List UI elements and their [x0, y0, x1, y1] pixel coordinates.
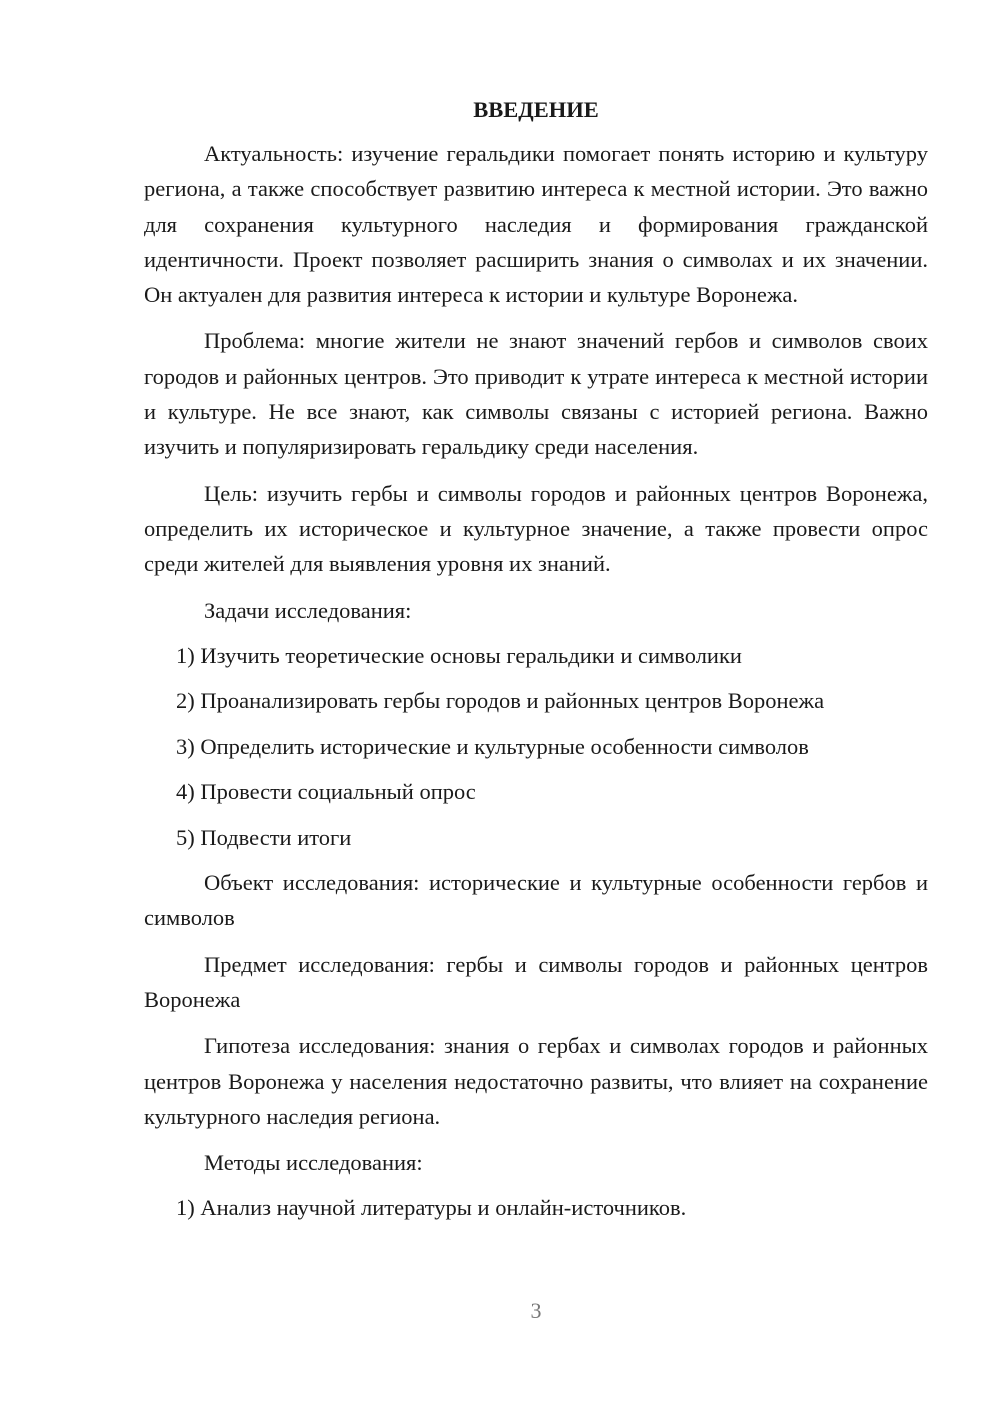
- task-item-5: 5) Подвести итоги: [176, 824, 352, 850]
- object-paragraph: Объект исследования: исторические и культурные особенности гербов и символов: [144, 870, 928, 931]
- page-title: ВВЕДЕНИЕ: [473, 97, 599, 122]
- tasks-heading: Задачи исследования:: [204, 597, 412, 623]
- method-item-1: 1) Анализ научной литературы и онлайн-источников.: [176, 1195, 687, 1221]
- subject-paragraph: Предмет исследования: гербы и символы городов и районных центров Воронежа: [144, 951, 928, 1012]
- task-item-1: 1) Изучить теоретические основы геральдики и символики: [176, 642, 742, 668]
- problem-paragraph: Проблема: многие жители не знают значений гербов и символов своих городов и районных центров. Это приводит к утрате интереса к местной истории и культуре. Не все знают, как символы связаны с историей региона. Важно изучить и популяризировать геральдику среди населения.: [144, 328, 928, 460]
- page-number: 3: [530, 1298, 542, 1323]
- task-item-3: 3) Определить исторические и культурные особенности символов: [176, 733, 809, 759]
- hypothesis-paragraph: Гипотеза исследования: знания о гербах и символах городов и районных центров Воронежа у населения недостаточно развиты, что влияет на сохранение культурного наследия региона.: [144, 1033, 928, 1129]
- methods-heading: Методы исследования:: [204, 1150, 423, 1176]
- task-item-2: 2) Проанализировать гербы городов и районных центров Воронежа: [176, 688, 825, 714]
- task-item-4: 4) Провести социальный опрос: [176, 779, 476, 805]
- page-content: [144, 92, 928, 1236]
- goal-paragraph: Цель: изучить гербы и символы городов и районных центров Воронежа, определить их историческое и культурное значение, а также провести опрос среди жителей для выявления уровня их знаний.: [144, 480, 928, 577]
- relevance-paragraph: Актуальность: изучение геральдики помогает понять историю и культуру региона, а также способствует развитию интереса к местной истории. Это важно для сохранения культурного наследия и формирования гражданской идентичности. Проект позволяет расширить знания о символах и их значении. Он актуален для развития интереса к истории и культуре Воронежа.: [144, 141, 928, 308]
